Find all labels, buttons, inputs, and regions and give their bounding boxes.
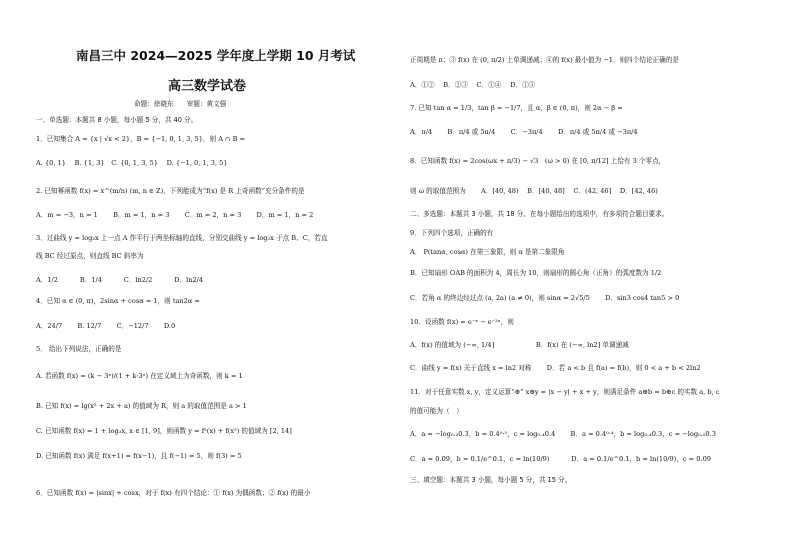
question-9-option-b: B．已知扇形 OAB 的面积为 4，周长为 10，则扇形的圆心角（正角）的弧度数为 1/2 <box>410 269 662 277</box>
question-6: 6．已知函数 f(x) = |sinx| + cosx，对于 f(x) 有四个结论：① f(x) 为偶函数；② f(x) 的最小 <box>36 489 311 497</box>
question-7-options: A．π/4 B．π/4 或 5π/4 C．−3π/4 D．π/4 或 5π/4 或 −3π/4 <box>410 128 638 136</box>
question-9-option-cd: C．若角 α 的终边经过点 (a, 2a) (a ≠ 0)，则 sinα = 2√5/5 D．sin3 cos4 tan5 > 0 <box>410 294 680 302</box>
question-9-option-a: A． P(tanα, cosα) 在第三象限，则 α 是第二象限角 <box>410 248 565 256</box>
question-1-options: A. {0, 1} B. {1, 3} C. {0, 1, 3, 5} D. {−1, 0, 1, 3, 5} <box>36 159 228 167</box>
question-3-cont: 线 BC 经过原点，则直线 BC 斜率为 <box>36 252 144 260</box>
question-2: 2. 已知幂函数 f(x) = x^(m/n) (m, n ∈ Z)，下列能成为“f(x) 是 R 上奇函数”充分条件的是 <box>36 187 305 195</box>
section-multi-choice: 二、多选题：本题共 3 小题，共 18 分。在每小题给出的选项中，有多项符合题目要求。 <box>410 210 669 218</box>
question-5-option-a: A. 若函数 f(x) = (k − 3ˣ)/(1 + k·3ˣ) 在定义域上为奇函数，则 k = 1 <box>36 372 243 380</box>
question-6-cont: 正周期是 π；③ f(x) 在 (0, π/2) 上单调递减；④的 f(x) 最小值为 −1．则四个结论正确的是 <box>410 56 679 64</box>
section-fill-blank: 三、填空题：本题共 3 小题，每小题 5 分，共 15 分。 <box>410 476 572 484</box>
question-3-options: A．1/2 B．1/4 C．ln2/2 D．ln2/4 <box>36 276 204 284</box>
question-11-cont: 的值可能为（ ） <box>410 407 463 415</box>
question-5: 5． 给出下列说法，正确的是 <box>36 345 122 353</box>
question-8-options: 则 ω 的取值范围为 A．[40, 48) B．[40, 48] C．(42, 46] D．[42, 46) <box>410 187 658 195</box>
question-9: 9．下列四个选项，正确的有 <box>410 229 494 237</box>
question-11-option-ab: A．a = −log₀.₃0.3，b = 0.4⁰·⁵，c = log₀.₄0.4 B．a = 0.4⁰·⁴，b = log₀.₄0.3，c = −log₀.₅0.3 <box>410 430 716 438</box>
question-1: 1．已知集合 A = {x | √x < 2}，B = {−1, 0, 1, 3, 5}，则 A ∩ B = <box>36 135 246 143</box>
question-5-option-b: B. 已知 f(x) = lg(x² + 2x + a) 的值域为 R，则 a 的取值范围是 a > 1 <box>36 402 247 410</box>
section-single-choice: 一、单选题：本题共 8 小题，每小题 5 分，共 40 分。 <box>36 116 198 124</box>
question-11: 11．对于任意实数 x, y，定义运算“⊕” x⊕y = |x − y| + x + y，则满足条件 a⊕b = b⊕c 的实数 a, b, c <box>410 388 720 396</box>
question-11-option-cd: C．a = 0.09，b = 0.1/e^0.1，c = ln(10/9) D．a = 0.1/e^0.1，b = ln(10/9)，c = 0.09 <box>410 455 711 463</box>
exam-subtitle: 高三数学试卷 <box>168 79 247 94</box>
author-line: 命题：徐晓东 审题：黄文强 <box>134 100 227 108</box>
question-5-option-d: D. 已知函数 f(x) 满足 f(x+1) = f(x−1)，且 f(−1) = 5，则 f(3) = 5 <box>36 452 242 460</box>
question-3: 3．过曲线 y = log₂x 上一点 A 作平行于两坐标轴的直线，分别交曲线 y = log₃x 于点 B、C，若直 <box>36 234 328 242</box>
question-8: 8．已知函数 f(x) = 2cos(ωx + π/3) − √3 (ω > 0) 在 [0, π/12] 上恰有 3 个零点， <box>410 157 666 165</box>
question-10: 10．设函数 f(x) = e⁻ˣ − e⁻²ˣ，则 <box>410 318 514 326</box>
question-4: 4．已知 α ∈ (0, π)，2sinα + cosα = 1，则 tan2α = <box>36 297 200 305</box>
question-10-option-cd: C．曲线 y = f(x) 关于直线 x = ln2 对称 D．若 a < b 且 f(a) = f(b)，则 0 < a + b < 2ln2 <box>410 364 701 372</box>
question-10-option-ab: A．f(x) 的值域为 (−∞, 1/4] B．f(x) 在 (−∞, ln2] 单调递减 <box>410 341 629 349</box>
exam-title: 南昌三中 2024—2025 学年度上学期 10 月考试 <box>76 48 356 63</box>
question-2-options: A．m = −3，n = 1 B．m = 1，n = 3 C．m = 2，n = 3 D．m = 1，n = 2 <box>36 211 314 219</box>
question-6-options: A．①② B．②③ C．①④ D．①③ <box>410 81 536 89</box>
question-7: 7. 已知 tan α = 1/3，tan β = −1/7，且 α，β ∈ (0, π)，则 2α − β = <box>410 104 623 112</box>
question-5-option-c: C. 已知函数 f(x) = 1 + log₃x, x ∈ [1, 9]，则函数 y = f²(x) + f(x²) 的值域为 [2, 14] <box>36 427 292 435</box>
question-4-options: A．24/7 B. 12/7 C．−12/7 D.0 <box>36 322 176 330</box>
